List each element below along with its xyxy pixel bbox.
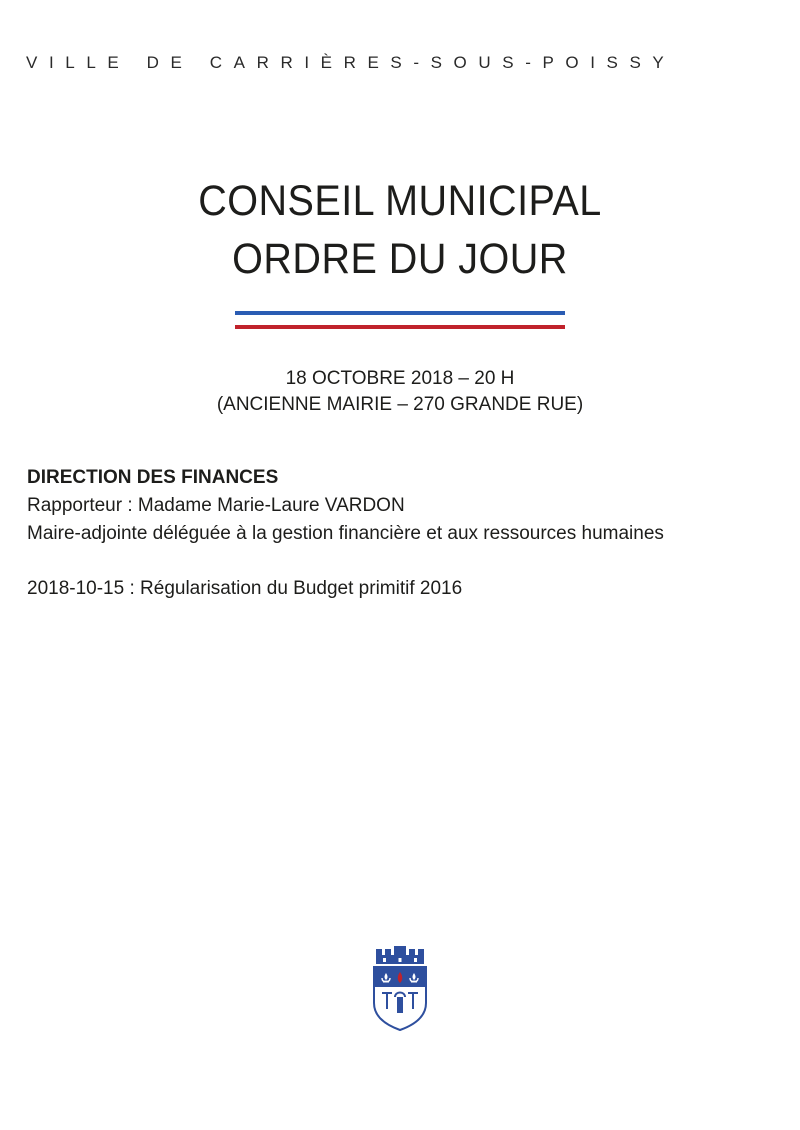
- town-coat-of-arms-icon: [370, 945, 430, 1031]
- tricolor-divider: [235, 311, 565, 329]
- section-heading: DIRECTION DES FINANCES: [27, 467, 279, 488]
- page-title: [32, 172, 768, 288]
- agenda-item: 2018-10-15 : Régularisation du Budget primitif 2016: [27, 578, 463, 599]
- section-role: Maire-adjointe déléguée à la gestion financière et aux ressources humaines: [27, 523, 664, 544]
- agenda-section: [27, 464, 777, 603]
- meeting-date-time: 18 OCTOBRE 2018 – 20 H: [285, 368, 515, 389]
- divider-red-line: [235, 325, 565, 329]
- section-rapporteur: Rapporteur : Madame Marie-Laure VARDON: [27, 495, 405, 516]
- title-line-2: ORDRE DU JOUR: [232, 235, 568, 283]
- meeting-info: [0, 366, 800, 418]
- meeting-location: (ANCIENNE MAIRIE – 270 GRANDE RUE): [216, 394, 584, 415]
- town-name: VILLE DE CARRIÈRES-SOUS-POISSY: [26, 53, 676, 72]
- divider-blue-line: [235, 311, 565, 315]
- title-line-1: CONSEIL MUNICIPAL: [198, 177, 602, 225]
